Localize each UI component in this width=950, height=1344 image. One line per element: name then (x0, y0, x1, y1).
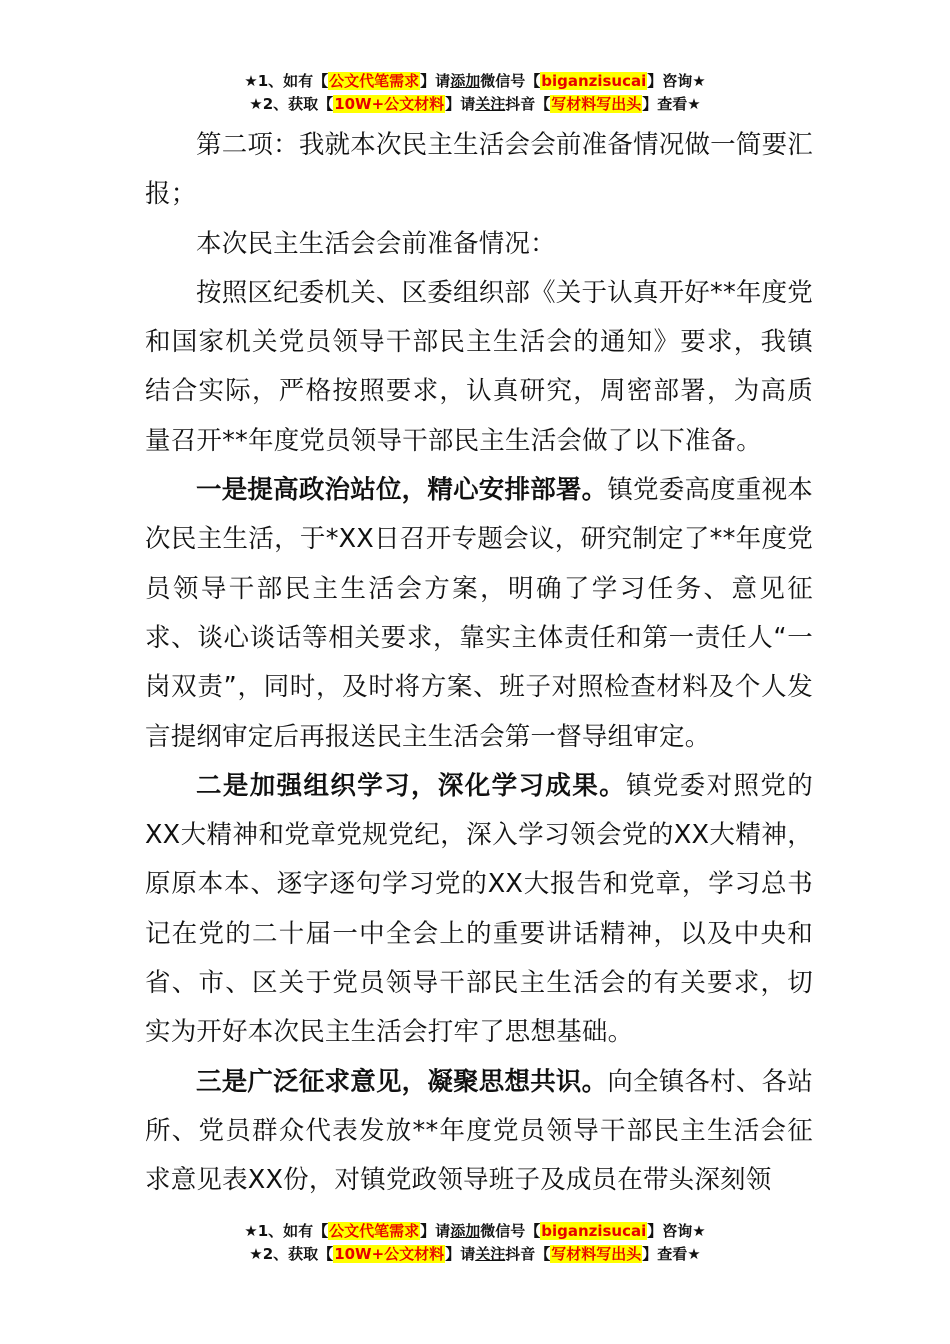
point-2-heading: 二是加强组织学习，深化学习成果。 (196, 770, 627, 801)
point-3-heading: 三是广泛征求意见，凝聚思想共识。 (196, 1066, 608, 1097)
point-1-heading: 一是提高政治站位，精心安排部署。 (196, 475, 608, 506)
point-1-body: 镇党委高度重视本次民主生活，于*XX日召开专题会议，研究制定了**年度党员领导干部民主生活会方案，明确了学习任务、意见征求、谈心谈话等相关要求，靠实主体责任和第一责任人“一岗双责”，同时，及时将方案、班子对照检查材料及个人发言提纲审定后再报送民主生活会第一督导组审定。 (145, 475, 814, 752)
promo-highlight: 写材料写出头 (551, 1245, 642, 1263)
bottom-promo-banner (0, 1220, 950, 1266)
promo-line-1: ★1、如有【公文代笔需求】请添加微信号【biganzisucai】咨询★ (244, 72, 706, 90)
point-2-body: 镇党委对照党的XX大精神和党章党规党纪，深入学习领会党的XX大精神，原原本本、逐字逐句学习党的XX大报告和党章，学习总书记在党的二十届一中全会上的重要讲话精神，以及中央和省、市、区关于党员领导干部民主生活会的有关要求，切实为开好本次民主生活会打牢了思想基础。 (145, 770, 813, 1048)
promo-highlight: biganzisucai (541, 72, 647, 90)
promo-line-2: ★2、获取【10W+公文材料】请关注抖音【写材料写出头】查看★ (249, 1245, 701, 1263)
promo-highlight: 10W+公文材料 (334, 1245, 445, 1263)
promo-highlight: 10W+公文材料 (334, 95, 445, 113)
paragraph-heading: 本次民主生活会会前准备情况： (196, 228, 556, 259)
promo-highlight: biganzisucai (541, 1222, 647, 1240)
paragraph-background: 按照区纪委机关、区委组织部《关于认真开好**年度党和国家机关党员领导干部民主生活会的通知》要求，我镇结合实际，严格按照要求，认真研究，周密部署，为高质量召开**年度党员领导干部民主生活会做了以下准备。 (145, 277, 814, 456)
paragraph-point-1 (145, 466, 813, 762)
promo-highlight: 公文代笔需求 (329, 1222, 420, 1240)
document-body (145, 121, 813, 1206)
paragraph-point-3 (145, 1058, 813, 1206)
top-promo-banner (0, 70, 950, 116)
promo-highlight: 写材料写出头 (551, 95, 642, 113)
promo-highlight: 公文代笔需求 (329, 72, 420, 90)
point-3-body: 向全镇各村、各站所、党员群众代表发放**年度党员领导干部民主生活会征求意见表XX份，对镇党政领导班子及成员在带头深刻领 (145, 1066, 814, 1196)
promo-line-2: ★2、获取【10W+公文材料】请关注抖音【写材料写出头】查看★ (249, 95, 701, 113)
paragraph-intro: 第二项：我就本次民主生活会会前准备情况做一简要汇报； (145, 130, 813, 210)
promo-line-1: ★1、如有【公文代笔需求】请添加微信号【biganzisucai】咨询★ (244, 1222, 706, 1240)
paragraph-point-2 (145, 762, 813, 1058)
